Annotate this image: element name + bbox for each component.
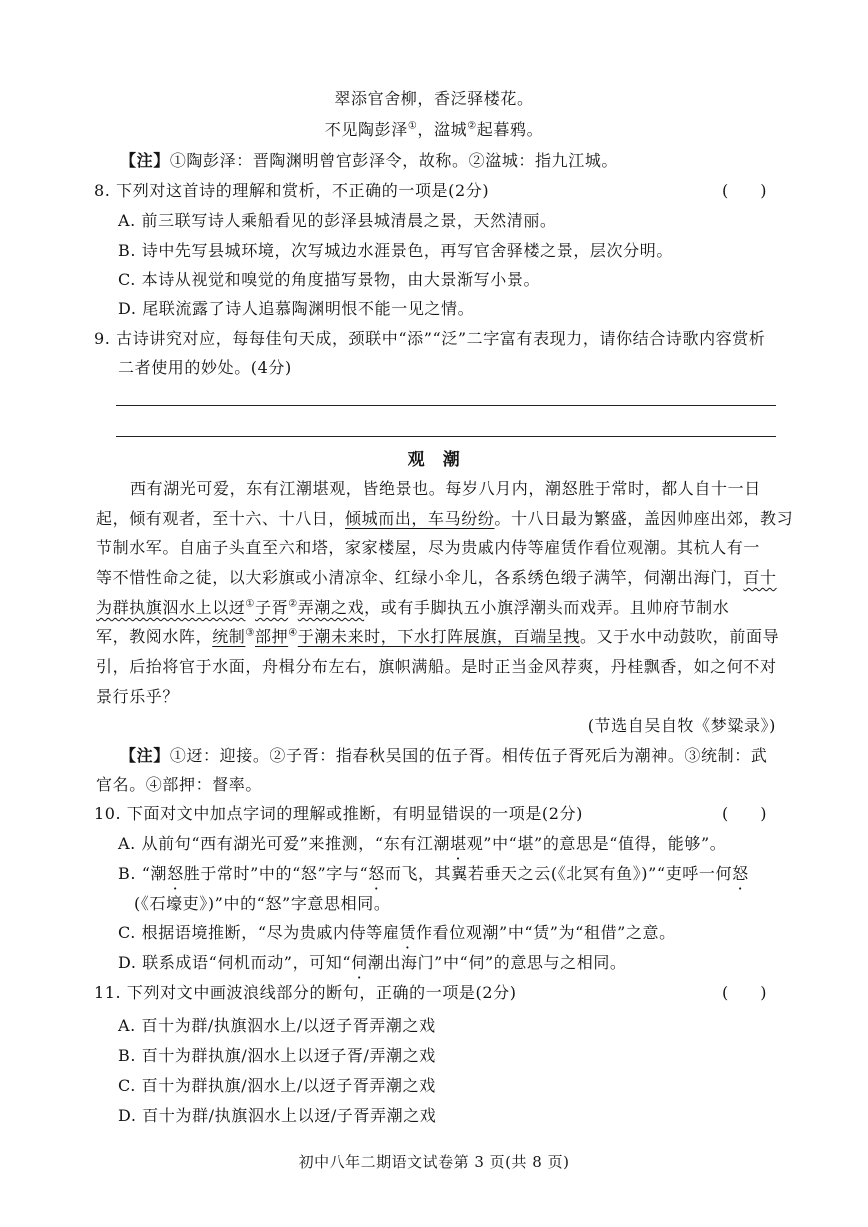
passage-line: 引，后抬将官于水面，舟楫分布左右，旗帜满船。是时正当金风荐爽，丹桂飘香，如之何不对	[96, 657, 777, 676]
footnote-mark: ④	[288, 627, 298, 639]
q10-option-d	[118, 952, 627, 974]
option-text: 而飞，其翼若垂天之云(《北冥有鱼》)”“吏呼一何	[384, 864, 733, 883]
q10-option-b	[118, 863, 749, 885]
note-text: ①迓：迎接。②子胥：指春秋吴国的伍子胥。相传伍子胥死后为潮神。③统制：武	[169, 746, 768, 765]
q8-stem: 8. 下列对这首诗的理解和赏析，不正确的一项是(2分)	[94, 181, 490, 200]
wavy-underlined-phrase: 百十	[743, 568, 777, 587]
passage-source: (节选自吴自牧《梦粱录》)	[587, 716, 776, 735]
option-text: B. “潮	[118, 864, 168, 883]
q10-option-a	[118, 833, 726, 855]
q11-option-c: C. 百十为群执旗/泅水上/以迓子胥弄潮之戏	[118, 1076, 436, 1095]
q8-option-a: A. 前三联写诗人乘船看见的彭泽县城清晨之景，天然清丽。	[118, 211, 557, 230]
option-text: 潮出海门”中“伺”的意思与之相同。	[367, 953, 627, 972]
passage-text: 军，教阅水阵，	[96, 627, 213, 646]
answer-line[interactable]	[116, 405, 776, 406]
passage-line: 西有湖光可爱，东有江潮堪观，皆绝景也。每岁八月内，潮怒胜于常时，都人自十一日	[130, 479, 761, 498]
dotted-char: 赁	[399, 923, 417, 942]
footnote-mark: ①	[407, 120, 418, 132]
q11-option-a: A. 百十为群/执旗泅水上/以迓子胥弄潮之戏	[118, 1016, 436, 1035]
passage-text: 。十八日最为繁盛，盖因帅座出郊，教习	[494, 509, 794, 528]
q9-stem-line-2: 二者使用的妙处。(4分)	[118, 358, 292, 377]
q10-stem: 10. 下面对文中加点字词的理解或推断，有明显错误的一项是(2分)	[94, 804, 583, 823]
underlined-phrase: 部押	[254, 627, 289, 646]
answer-line[interactable]	[116, 436, 776, 437]
page-footer: 初中八年二期语文试卷第 3 页(共 8 页)	[298, 1153, 570, 1171]
passage-line	[96, 597, 729, 619]
passage-text: 等不惜性命之徒，以大彩旗或小清凉伞、红绿小伞儿，各系绣色缎子满竿，伺潮出海门，	[96, 568, 744, 587]
passage-title: 观 潮	[407, 450, 461, 470]
q8-option-b: B. 诗中先写县城环境，次写城边水涯景色，再写官舍驿楼之景，层次分明。	[118, 241, 673, 260]
q10-option-c	[118, 922, 676, 944]
passage-text: 起，倾有观者，至十六、十八日，	[96, 509, 346, 528]
option-text: 作看位观潮”中“赁”为“租借”之意。	[416, 923, 676, 942]
underlined-phrase: 统制	[212, 627, 246, 646]
q8-answer-paren[interactable]: ( )	[722, 181, 767, 200]
passage-text: ，或有手脚执五小旗浮潮头而戏弄。且帅府节制水	[364, 598, 730, 617]
underlined-phrase: 于潮未来时，下水打阵展旗，百端呈拽	[297, 627, 580, 646]
passage-line: 景行乐乎？	[96, 687, 180, 706]
poem-line-1: 翠添官舍柳，香泛驿楼花。	[334, 89, 534, 108]
note-label: 【注】	[120, 151, 170, 170]
wavy-underlined-phrase: 子胥	[254, 598, 289, 617]
q9-stem-line-1: 9. 古诗讲究对应，每每佳句天成，颈联中“添”“泛”二字富有表现力，请你结合诗歌内容赏析	[94, 329, 766, 348]
option-text: A. 从前句“西有湖光可爱”来推测，“东有江潮	[118, 834, 451, 853]
poem-line-2-b: ，湓城	[417, 120, 468, 139]
wavy-underlined-phrase: 为群执旗泅水上以迓	[96, 598, 246, 617]
footnote-mark: ②	[467, 120, 477, 132]
poem-note	[120, 150, 618, 172]
q11-option-d: D. 百十为群/执旗泅水上以迓/子胥弄潮之戏	[118, 1106, 437, 1125]
poem-line-2-a: 不见陶彭泽	[324, 120, 408, 139]
footnote-mark: ②	[288, 598, 298, 610]
q8-option-c: C. 本诗从视觉和嗅觉的角度描写景物，由大景渐写小景。	[118, 270, 541, 289]
q10-option-b-line-2: (《石壕吏》)”中的“怒”字意思相同。	[134, 894, 391, 913]
footnote-mark: ①	[245, 598, 255, 610]
q11-option-b: B. 百十为群执旗/泅水上以迓子胥/弄潮之戏	[118, 1046, 436, 1065]
note-text: ①陶彭泽：晋陶渊明曾官彭泽令，故称。②湓城：指九江城。	[169, 151, 619, 170]
passage-note-line-2: 官名。④部押：督率。	[96, 775, 263, 794]
q11-answer-paren[interactable]: ( )	[722, 983, 767, 1002]
wavy-underlined-phrase: 弄潮之戏	[297, 598, 365, 617]
dotted-char: 怒	[167, 864, 184, 883]
option-text: C. 根据语境推断，“尽为贵戚内侍等雇	[118, 923, 400, 942]
underlined-phrase: 倾城而出，车马纷纷	[345, 509, 495, 528]
q8-option-d: D. 尾联流露了诗人追慕陶渊明恨不能一见之情。	[118, 299, 475, 318]
footnote-mark: ③	[245, 627, 255, 639]
poem-line-2	[0, 119, 868, 141]
dotted-char: 怒	[732, 864, 749, 883]
passage-line	[96, 508, 793, 530]
dotted-char: 伺	[351, 953, 368, 972]
option-text: 胜于常时”中的“怒”字与“	[183, 864, 369, 883]
q10-answer-paren[interactable]: ( )	[722, 804, 767, 823]
passage-line	[96, 626, 779, 648]
option-text: 观”中“堪”的意思是“值得，能够”。	[466, 834, 727, 853]
poem-line-2-c: 起暮鸦。	[476, 120, 544, 139]
option-text: D. 联系成语“伺机而动”，可知“	[118, 953, 352, 972]
note-label: 【注】	[120, 746, 170, 765]
passage-text: 。又于水中动鼓吹，前面导	[579, 627, 780, 646]
passage-line: 节制水军。自庙子头直至六和塔，家家楼屋，尽为贵戚内侍等雇赁作看位观潮。其杭人有一	[96, 538, 761, 557]
dotted-char: 堪	[450, 834, 467, 853]
passage-line	[96, 567, 777, 589]
dotted-char: 怒	[368, 864, 385, 883]
passage-note-line-1	[120, 745, 767, 767]
q11-stem: 11. 下列对文中画波浪线部分的断句，正确的一项是(2分)	[94, 983, 517, 1002]
